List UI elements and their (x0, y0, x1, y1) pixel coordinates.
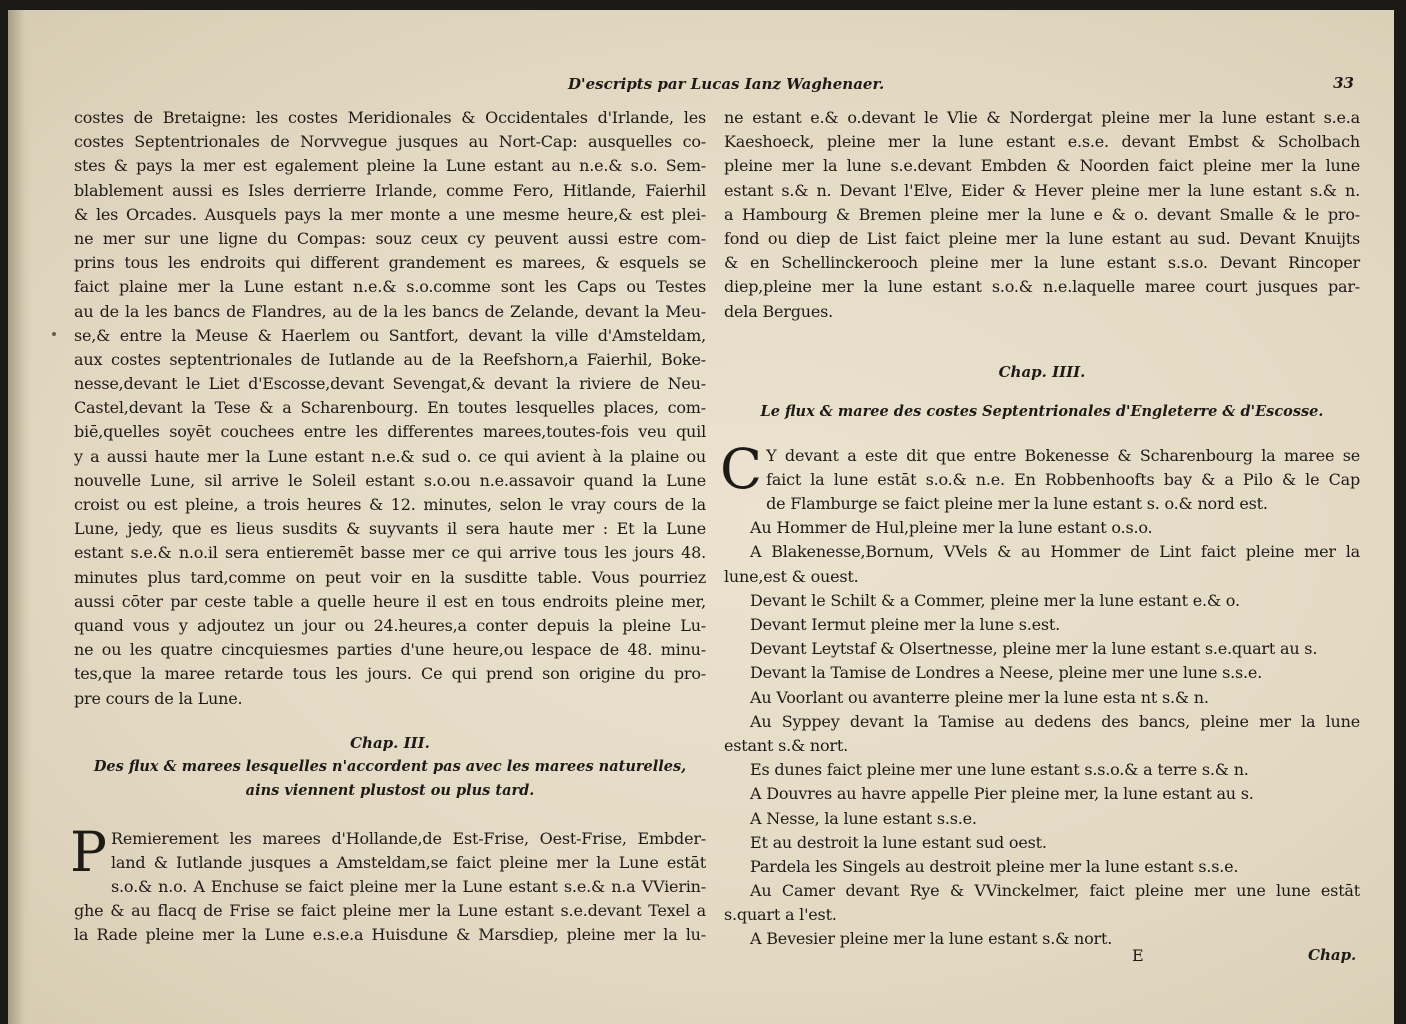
text-line: biē,quelles soyēt couchees entre les differentes marees,toutes-fois veu quil (74, 422, 706, 442)
chapter-subtitle-3a: Des flux & marees lesquelles n'accordent pas avec les marees naturelles, (93, 757, 687, 775)
signature-mark: E (1132, 946, 1144, 965)
text-line: pleine mer la lune s.e.devant Embden & Noorden faict pleine mer la lune (724, 156, 1360, 176)
tide-entry-line: lune,est & ouest. (724, 566, 859, 586)
text-line: minutes plus tard,comme on peut voir en la susditte table. Vous pourriez (74, 567, 706, 587)
chapter-4-paragraph (720, 436, 1360, 517)
text-line: ne mer sur une ligne du Compas: souz ceux cy peuvent aussi estre com- (74, 228, 706, 248)
text-line: estant s.& n. Devant l'Elve, Eider & Hever pleine mer la lune estant s.& n. (724, 180, 1360, 200)
text-line: a Hambourg & Bremen pleine mer la lune e & o. devant Smalle & le pro- (724, 204, 1360, 224)
text-line: Kaeshoeck, pleine mer la lune estant e.s.e. devant Embst & Scholbach (724, 132, 1360, 152)
tide-entry-line: s.quart a l'est. (724, 905, 837, 925)
text-line: tes,que la maree retarde tous les jours. Ce qui prend son origine du pro- (74, 664, 706, 684)
text-line: au de la les bancs de Flandres, au de la les bancs de Zelande, devant la Meu- (74, 301, 706, 321)
dropcap-p: P (70, 819, 108, 884)
chapter-heading-3: Chap. III. (350, 733, 430, 752)
text-line: nouvelle Lune, sil arrive le Soleil estant s.o.ou n.e.assavoir quand la Lune (74, 470, 706, 490)
tide-entry-line: Et au destroit la lune estant sud oest. (750, 832, 1047, 852)
dropcap-c: C (720, 436, 763, 501)
text-line: costes de Bretaigne: les costes Meridionales & Occidentales d'Irlande, les (74, 108, 706, 127)
tide-entry-line: Devant Leytstaf & Olsertnesse, pleine mer la lune estant s.e.quart au s. (750, 639, 1318, 659)
text-line: ne ou les quatre cincquiesmes parties d'une heure,ou lespace de 48. minu- (74, 640, 706, 660)
tide-entry-line: Pardela les Singels au destroit pleine mer la lune estant s.s.e. (750, 856, 1239, 876)
tide-entry-line: Au Voorlant ou avanterre pleine mer la lune esta nt s.& n. (750, 687, 1209, 707)
tide-entry-line: A Nesse, la lune estant s.s.e. (750, 808, 977, 828)
text-line: ghe & au flacq de Frise se faict pleine mer la Lune estant s.e.devant Texel a (74, 901, 706, 921)
chapter-subtitle-3b: ains viennent plustost ou plus tard. (245, 781, 535, 799)
tide-entry-line: Devant le Schilt & a Commer, pleine mer la lune estant e.& o. (750, 590, 1240, 610)
book-page (8, 10, 1394, 1024)
text-line: prins tous les endroits qui different grandement es marees, & esquels se (74, 253, 706, 273)
text-line: stes & pays la mer est egalement pleine la Lune estant au n.e.& s.o. Sem- (74, 156, 706, 176)
tide-entry-line: Devant Iermut pleine mer la lune s.est. (750, 615, 1061, 634)
tide-entry-line: Devant la Tamise de Londres a Neese, pleine mer une lune s.s.e. (750, 663, 1263, 683)
text-line: land & Iutlande jusques a Amsteldam,se faict pleine mer la Lune estāt (111, 852, 706, 872)
text-line: blablement aussi es Isles derrierre Irlande, comme Fero, Hitlande, Faierhil (74, 180, 706, 200)
page-gutter (8, 10, 32, 1024)
tide-entry-line: A Douvres au havre appelle Pier pleine mer, la lune estant au s. (750, 784, 1254, 804)
catchword: Chap. (1308, 946, 1357, 964)
text-line: pre cours de la Lune. (74, 688, 243, 708)
tide-entries-list (724, 516, 1360, 951)
text-line: faict la lune estāt s.o.& n.e. En Robbenhoofts bay & a Pilo & le Cap (766, 469, 1360, 489)
text-line: se,& entre la Meuse & Haerlem ou Santfort, devant la ville d'Amsteldam, (74, 325, 706, 345)
text-line: & en Schellinckerooch pleine mer la lune estant s.s.o. Devant Rincoper (724, 253, 1360, 273)
text-line: Remierement les marees d'Hollande,de Est-Frise, Oest-Frise, Embder- (111, 828, 706, 848)
text-line: Castel,devant la Tese & a Scharenbourg. En toutes lesquelles places, com- (74, 398, 706, 418)
text-line: quand vous y adjoutez un jour ou 24.heures,a conter depuis la pleine Lu- (74, 615, 706, 635)
text-line: Y devant a este dit que entre Bokenesse & Scharenbourg la maree se (766, 445, 1360, 465)
text-line: & les Orcades. Ausquels pays la mer monte a une mesme heure,& est plei- (74, 204, 706, 224)
chapter-3-text (74, 827, 706, 948)
chapter-subtitle-4: Le flux & maree des costes Septentrionales d'Engleterre & d'Escosse. (760, 402, 1324, 420)
text-line: costes Septentrionales de Norvvegue jusques au Nort-Cap: ausquelles co- (74, 132, 706, 152)
tide-entry-line: estant s.& nort. (724, 735, 848, 755)
page-dot-mark (52, 332, 56, 336)
right-column (720, 106, 1360, 952)
tide-entry-line: Au Syppey devant la Tamise au dedens des bancs, pleine mer la lune (750, 711, 1360, 731)
text-line: aussi cōter par ceste table a quelle heure il est en tous endroits pleine mer, (74, 591, 706, 611)
chapter-3-paragraph (70, 819, 706, 948)
left-column (70, 106, 706, 948)
page-number: 33 (1333, 74, 1354, 92)
tide-entry-line: Au Hommer de Hul,pleine mer la lune estant o.s.o. (750, 518, 1153, 538)
left-body-text (74, 106, 706, 711)
text-line: s.o.& n.o. A Enchuse se faict pleine mer la Lune estant s.e.& n.a VVierin- (111, 877, 706, 897)
text-line: Lune, jedy, que es lieus susdits & suyvants il sera haute mer : Et la Lune (74, 519, 706, 539)
text-line: diep,pleine mer la lune estant s.o.& n.e.laquelle maree court jusques par- (724, 277, 1360, 297)
text-line: ne estant e.& o.devant le Vlie & Nordergat pleine mer la lune estant s.e.a (724, 108, 1360, 127)
text-line: croist ou est pleine, a trois heures & 12. minutes, selon le vray cours de la (74, 495, 706, 514)
text-line: la Rade pleine mer la Lune e.s.e.a Huisdune & Marsdiep, pleine mer la lu- (74, 925, 706, 945)
chapter-heading-4: Chap. IIII. (998, 362, 1086, 381)
text-line: faict plaine mer la Lune estant n.e.& s.o.comme sont les Caps ou Testes (74, 277, 706, 297)
tide-entry-line: Au Camer devant Rye & VVinckelmer, faict pleine mer une lune estāt (750, 881, 1360, 901)
running-title: D'escripts par Lucas Ianz Waghenaer. (568, 75, 885, 93)
text-line: nesse,devant le Liet d'Escosse,devant Sevengat,& devant la riviere de Neu- (74, 374, 706, 394)
tide-entry-line: Es dunes faict pleine mer une lune estant s.s.o.& a terre s.& n. (750, 760, 1249, 780)
text-line: de Flamburge se faict pleine mer la lune estant s. o.& nord est. (766, 494, 1268, 514)
text-line: aux costes septentrionales de Iutlande au de la Reefshorn,a Faierhil, Boke- (74, 349, 706, 369)
chapter-4-text (724, 444, 1360, 517)
text-line: y a aussi haute mer la Lune estant n.e.& sud o. ce qui avient à la plaine ou (74, 446, 706, 466)
right-body-text (724, 106, 1360, 324)
text-line: dela Bergues. (724, 301, 834, 321)
tide-entry-line: A Blakenesse,Bornum, VVels & au Hommer de Lint faict pleine mer la (750, 542, 1360, 562)
tide-entry-line: A Bevesier pleine mer la lune estant s.& nort. (750, 929, 1113, 949)
text-line: fond ou diep de List faict pleine mer la lune estant au sud. Devant Knuijts (724, 228, 1360, 248)
text-line: estant s.e.& n.o.il sera entieremēt basse mer ce qui arrive tous les jours 48. (74, 543, 706, 563)
